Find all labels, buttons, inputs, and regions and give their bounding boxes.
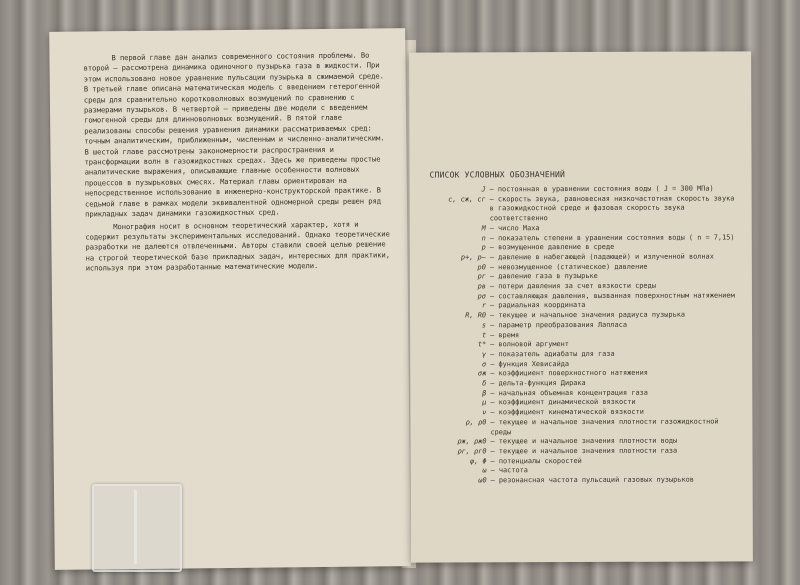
glossary-definition: – коэффициент кинематической вязкости — [490, 407, 644, 417]
glossary-definition: – текущее и начальное значения плотности газа — [490, 446, 678, 456]
glossary-symbol: c, cж, cг — [448, 195, 486, 204]
glossary-symbol: ω0 — [478, 476, 487, 485]
right-page — [409, 51, 753, 562]
plastic-clip — [92, 484, 182, 572]
glossary-symbol: σж — [477, 369, 487, 378]
glossary-item — [426, 194, 742, 224]
glossary-symbol: p0 — [477, 262, 486, 271]
glossary-definition: – давление газа в пузырьке — [489, 272, 598, 281]
glossary-list — [426, 184, 743, 486]
glossary-definition: – время — [490, 330, 520, 339]
glossary-definition: – текущее и начальное значения плотности воды — [490, 436, 678, 446]
glossary-definition: – потери давления за счет вязкости среды — [489, 281, 656, 291]
glossary-definition: – текущее и начальное значения плотности газожидкостной среды — [490, 417, 719, 436]
glossary-definition: – показатель адиабаты для газа — [490, 349, 615, 359]
glossary-symbol: pσ — [477, 292, 486, 301]
glossary-symbol: pг — [477, 272, 486, 281]
glossary-definition: – возмущенное давление в среде — [489, 243, 615, 252]
glossary-definition: – текущее и начальное значения радиуса пузырька — [490, 310, 686, 320]
glossary-symbol: M — [481, 224, 486, 233]
glossary-symbol: φ, Φ — [469, 457, 487, 466]
glossary-symbol: r — [481, 301, 487, 310]
glossary-title: СПИСОК УСЛОВНЫХ ОБОЗНАЧЕНИЙ — [429, 170, 566, 180]
glossary-definition: – параметр преобразования Лапласа — [490, 320, 627, 330]
glossary-symbol: s — [481, 321, 487, 330]
glossary-definition: – волновой аргумент — [490, 340, 569, 349]
left-paragraph-2: Монография носит в основном теоретический характер, хотя и содержит результаты экспериментальных исследований. Однако теоретические разработки не далеются отвлеченными. Авторы ставили своей целью решение на строгой теоретической базе прикладных задач, интересных для практики, используя при этом разработанные математические модели. — [85, 219, 390, 273]
glossary-symbol: n — [481, 233, 486, 242]
glossary-symbol: ν — [482, 408, 487, 417]
glossary-symbol: δ — [482, 379, 487, 388]
glossary-definition: – частота — [490, 466, 528, 475]
glossary-symbol: ρг, ρг0 — [457, 447, 487, 456]
glossary-definition: – число Маха — [489, 223, 540, 233]
glossary-symbol: ρж, ρж0 — [457, 437, 487, 446]
glossary-symbol: t* — [477, 340, 487, 349]
glossary-definition: – потенциалы скоростей — [490, 456, 582, 466]
glossary-symbol: p — [481, 243, 486, 252]
glossary-definition: – давление в набегающей (падающей) и излученной волнах — [489, 252, 714, 262]
glossary-definition: – дельта-функция Дирака — [490, 379, 586, 388]
glossary-symbol: pв — [477, 282, 486, 291]
glossary-definition: – коэффициент динамической вязкости — [490, 398, 636, 407]
glossary-definition: – показатель степени в уравнении состояния воды ( n = 7,15) — [489, 232, 735, 242]
glossary-definition: – постоянная в уравнении состояния воды ( J = 300 МПа) — [489, 184, 714, 194]
glossary-symbol: σ — [482, 359, 487, 369]
glossary-symbol: J — [481, 185, 486, 194]
glossary-definition: – коэффициент поверхностного натяжения — [490, 369, 648, 378]
glossary-item — [426, 417, 742, 438]
glossary-definition: – составляющая давления, вызванная поверхностным натяжением — [489, 291, 735, 301]
glossary-symbol: ρ, ρ0 — [465, 418, 487, 427]
glossary-definition: – невозмущенное (статическое) давление — [489, 262, 648, 271]
glossary-definition: – функция Хевисайда — [490, 359, 570, 368]
glossary-symbol: μ — [482, 398, 487, 407]
glossary-symbol: γ — [481, 350, 487, 359]
glossary-symbol: R, R0 — [465, 311, 487, 320]
glossary-symbol: p+, p– — [460, 253, 486, 262]
glossary-definition: – начальная объемная концентрация газа — [490, 388, 648, 398]
glossary-definition: – резонансная частота пульсаций газовых пузырьков — [490, 475, 694, 485]
glossary-definition: – скорость звука, равновесная низкочастотная скорость звука в газожидкостной среде и фазовая скорость звука соответственно — [489, 194, 735, 223]
glossary-item — [427, 476, 743, 487]
glossary-symbol: ω — [482, 466, 487, 475]
left-paragraph-1: В первой главе дан анализ современного состояния проблемы. Во второй – рассмотрена динамика одиночного пузырька газа в жидкости. При этом использовано новое уравнение пульсации пузырька в сжимаемой среде. В третьей главе описана математическая модель с введением гетерогенной среды для сравнительно коротковолновых возмущений по сравнению с размерами пузырьков. В четвертой – приведены две модели с введением гомогенной среды для длинноволновых возмущений. В пятой главе реализованы способы решения уравнения динамики рассматриваемых сред: точным аналитическим, приближенным, численным и численно-аналитическим. В шестой главе рассмотрены закономерности распространения и трансформации волн в газожидкостных средах. Здесь же приведены простые аналитические выражения, описывающие главные особенности волновых процессов в пузырьковых смесях. Материал главы ориентирован на непосредственное использование в инженерно-конструкторской практике. В седьмой главе в рамках модели эквивалентной одномерной среды решен ряд прикладных задач динамики газожидкостных сред. — [83, 50, 385, 219]
glossary-symbol: t — [481, 330, 487, 339]
glossary-symbol: β — [482, 389, 487, 398]
glossary-definition: – радиальная координата — [489, 301, 586, 310]
